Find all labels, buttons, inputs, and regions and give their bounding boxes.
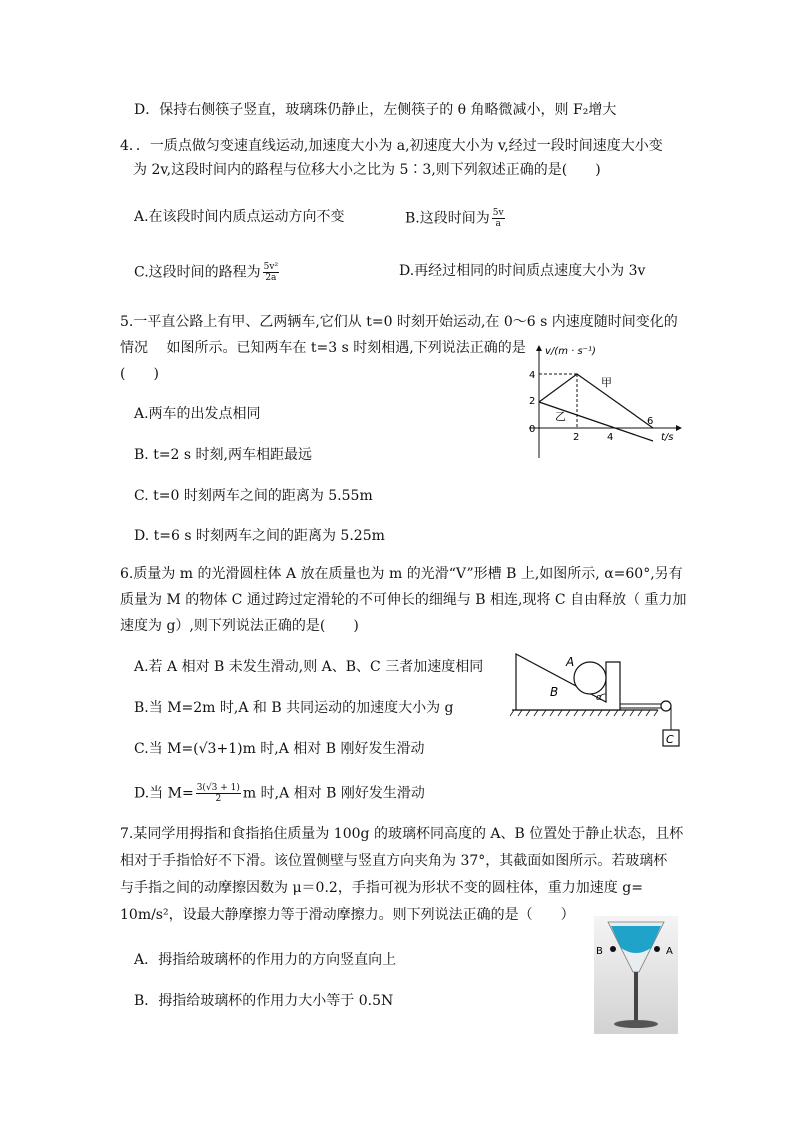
q7-stem-line3: 与手指之间的动摩擦因数为 μ＝0.2，手指可视为形状不变的圆柱体，重力加速度 g=: [120, 880, 643, 896]
q6-stem-line3: 速度为 g）,则下列说法正确的是( ): [120, 618, 359, 634]
y-tick-4: 4: [529, 370, 536, 381]
fraction-denominator: a: [495, 219, 501, 229]
q6-option-a: A.若 A 相对 B 未发生滑动,则 A、B、C 三者加速度相同: [134, 659, 484, 675]
q5-stem-line2: 情况 如图所示。已知两车在 t=3 s 时刻相遇,下列说法正确的是: [120, 340, 526, 356]
origin-label: 0: [529, 424, 536, 435]
q5-stem-line3: ( ): [120, 366, 159, 382]
q5-option-b: B. t=2 s 时刻,两车相距最远: [134, 447, 312, 463]
q6-option-d-text-end: m 时,A 相对 B 刚好发生滑动: [242, 785, 425, 802]
fraction-numerator: 5v: [492, 208, 504, 218]
q7-stem-line4: 10m/s²，设最大静摩擦力等于滑动摩擦力。则下列说法正确的是（ ）: [120, 907, 575, 923]
q7-option-a: A．拇指给玻璃杯的作用力的方向竖直向上: [134, 952, 397, 968]
q4-option-b-text: B.这段时间为: [405, 210, 490, 227]
x-axis-label: t/s: [661, 432, 674, 443]
ground-hatching: [510, 710, 658, 716]
q6-stem-line1: 6.质量为 m 的光滑圆柱体 A 放在质量也为 m 的光滑“V”形槽 B 上,如图所示, α=60°,另有: [120, 566, 683, 582]
q4-option-b-fraction: [492, 208, 505, 229]
q6-v-groove-figure: [508, 650, 688, 755]
fraction-denominator: 2a: [265, 273, 277, 283]
finger-point-a: [654, 946, 660, 952]
q4-option-a: A.在该段时间内质点运动方向不变: [134, 209, 345, 225]
x-tick-2: 2: [573, 432, 580, 443]
y-axis-label: v/(m · s⁻¹): [545, 346, 596, 357]
q7-glass-figure: [594, 916, 678, 1034]
q6-option-d-fraction: [196, 783, 241, 804]
q4-stem-line1: 4．．一质点做匀变速直线运动,加速度大小为 a,初速度大小为 v,经过一段时间速度大小变: [120, 138, 663, 154]
label-a: A: [566, 655, 575, 669]
q3-option-d: D．保持右侧筷子竖直，玻璃珠仍静止，左侧筷子的 θ 角略微减小，则 F₂增大: [134, 102, 617, 118]
q7-stem-line1: 7.某同学用拇指和食指掐住质量为 100g 的玻璃杯同高度的 A、B 位置处于静止状态，且杯: [120, 826, 684, 842]
q4-option-d: D.再经过相同的时间质点速度大小为 3v: [399, 263, 646, 279]
y-tick-2: 2: [529, 396, 536, 407]
q6-option-d-text: D.当 M=: [134, 785, 194, 802]
label-jia: 甲: [601, 376, 612, 389]
q5-stem-line1: 5.一平直公路上有甲、乙两辆车,它们从 t=0 时刻开始运动,在 0～6 s 内速度随时间变化的: [120, 314, 678, 330]
q7-stem-line2: 相对于手指恰好不下滑。该位置侧壁与竖直方向夹角为 37°，其截面如图所示。若玻璃杯: [120, 853, 668, 869]
q4-option-c: [134, 262, 281, 283]
label-alpha: α: [596, 693, 602, 703]
fraction-denominator: 2: [215, 794, 222, 804]
q5-option-c: C. t=0 时刻两车之间的距离为 5.55m: [134, 488, 373, 504]
glass-stem: [634, 972, 638, 1022]
label-b: B: [550, 685, 559, 699]
fraction-numerator: 3(√3 + 1): [196, 783, 240, 793]
label-b: B: [596, 946, 603, 957]
glass-base: [614, 1020, 658, 1028]
x-tick-4: 4: [607, 432, 614, 443]
q5-option-d: D. t=6 s 时刻两车之间的距离为 5.25m: [134, 528, 385, 544]
pulley: [661, 701, 671, 711]
q6-option-c: C.当 M=(√3+1)m 时,A 相对 B 刚好发生滑动: [134, 741, 425, 757]
q6-option-b: B.当 M=2m 时,A 和 B 共同运动的加速度大小为 g: [134, 700, 454, 716]
q5-option-a: A.两车的出发点相同: [134, 406, 261, 422]
q4-stem-line2: 为 2v,这段时间内的路程与位移大小之比为 5∶3,则下列叙述正确的是( ): [133, 162, 601, 178]
q4-option-b: [405, 208, 507, 229]
q4-option-c-text: C.这段时间的路程为: [134, 264, 261, 281]
x-tick-6: 6: [647, 416, 654, 427]
finger-point-b: [610, 946, 616, 952]
label-a: A: [666, 946, 673, 957]
label-c: C: [666, 733, 674, 746]
label-yi: 乙: [555, 410, 566, 423]
fraction-numerator: 5v²: [263, 262, 279, 272]
q6-stem-line2: 质量为 M 的物体 C 通过跨过定滑轮的不可伸长的细绳与 B 相连,现将 C 自由释放（ 重力加: [120, 592, 687, 608]
cylinder-a: [574, 662, 606, 694]
q4-option-c-fraction: [263, 262, 279, 283]
q7-option-b: B．拇指给玻璃杯的作用力大小等于 0.5N: [134, 993, 394, 1009]
q5-velocity-time-graph: [515, 340, 685, 460]
q6-option-d: [134, 783, 425, 804]
